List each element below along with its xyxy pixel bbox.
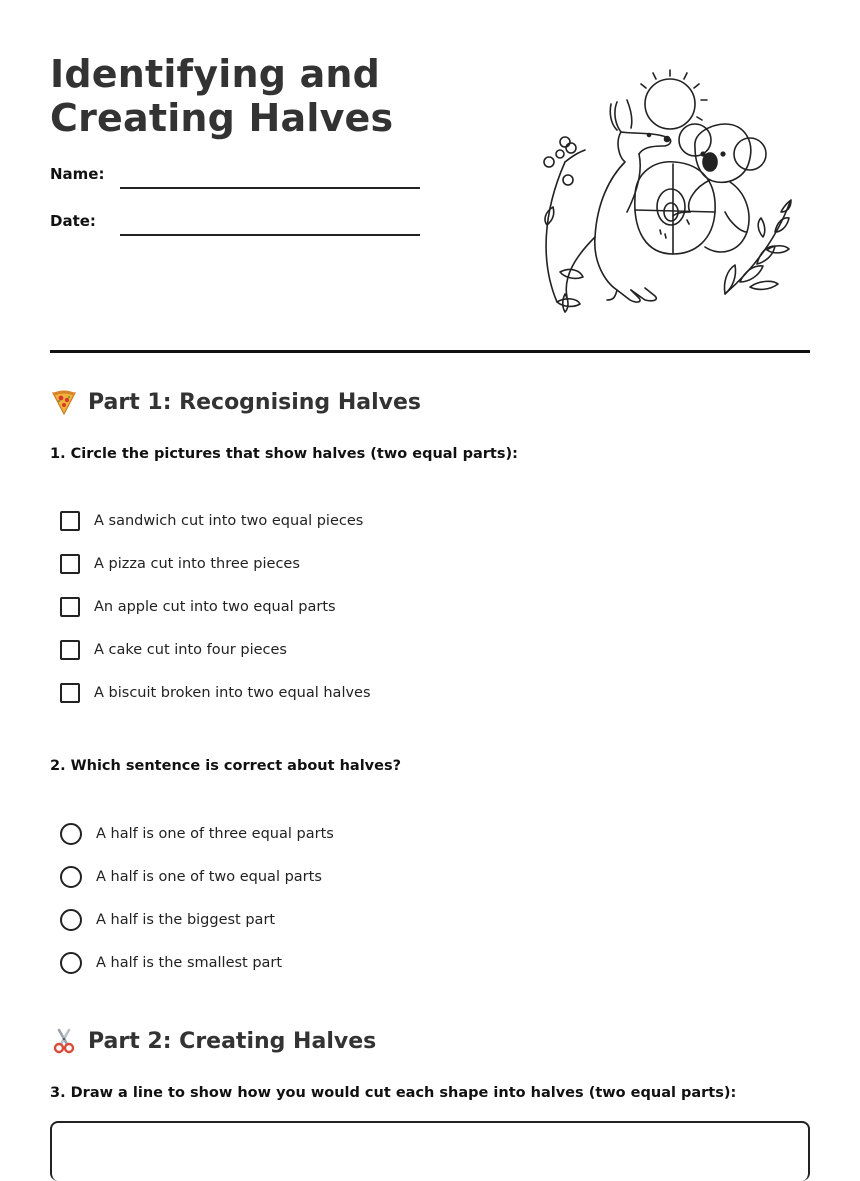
q2-option-label: A half is the biggest part [96, 912, 276, 928]
checkbox[interactable] [60, 597, 80, 617]
title-line-2: Creating Halves [50, 96, 394, 140]
part2-heading [50, 1027, 376, 1055]
q2-option[interactable] [60, 866, 322, 888]
radio-button[interactable] [60, 952, 82, 974]
checkbox[interactable] [60, 640, 80, 660]
q1-option-label: A sandwich cut into two equal pieces [94, 513, 364, 529]
q2-option[interactable] [60, 823, 334, 845]
header-divider [50, 350, 810, 353]
pizza-icon [50, 388, 78, 416]
part2-title: Part 2: Creating Halves [88, 1028, 377, 1054]
q1-option-label: A biscuit broken into two equal halves [94, 685, 371, 701]
q1-option[interactable] [60, 554, 300, 574]
part1-heading [50, 388, 421, 416]
checkbox[interactable] [60, 683, 80, 703]
radio-button[interactable] [60, 866, 82, 888]
q1-option-label: An apple cut into two equal parts [94, 599, 336, 615]
q2-option-label: A half is one of three equal parts [96, 826, 334, 842]
page-title [50, 52, 470, 140]
q1-option-label: A cake cut into four pieces [94, 642, 287, 658]
q1-option[interactable] [60, 640, 287, 660]
q1-option[interactable] [60, 597, 336, 617]
q2-option-label: A half is one of two equal parts [96, 869, 322, 885]
checkbox[interactable] [60, 554, 80, 574]
scissors-icon [50, 1027, 78, 1055]
checkbox[interactable] [60, 511, 80, 531]
part1-title: Part 1: Recognising Halves [88, 389, 421, 415]
q1-option[interactable] [60, 683, 371, 703]
q1-option-label: A pizza cut into three pieces [94, 556, 300, 572]
question-3: 3. Draw a line to show how you would cut each shape into halves (two equal parts): [50, 1085, 737, 1101]
date-field[interactable] [120, 234, 420, 236]
question-1: 1. Circle the pictures that show halves (two equal parts): [50, 446, 518, 462]
name-field[interactable] [120, 187, 420, 189]
q2-option[interactable] [60, 909, 275, 931]
q2-option-label: A half is the smallest part [96, 955, 283, 971]
kangaroo-koala-illustration [535, 62, 800, 317]
radio-button[interactable] [60, 823, 82, 845]
drawing-area[interactable] [50, 1121, 810, 1181]
q2-option[interactable] [60, 952, 282, 974]
question-2: 2. Which sentence is correct about halves? [50, 758, 402, 774]
date-label: Date: [50, 212, 96, 230]
title-line-1: Identifying and [50, 52, 381, 96]
radio-button[interactable] [60, 909, 82, 931]
name-label: Name: [50, 165, 105, 183]
q1-option[interactable] [60, 511, 363, 531]
